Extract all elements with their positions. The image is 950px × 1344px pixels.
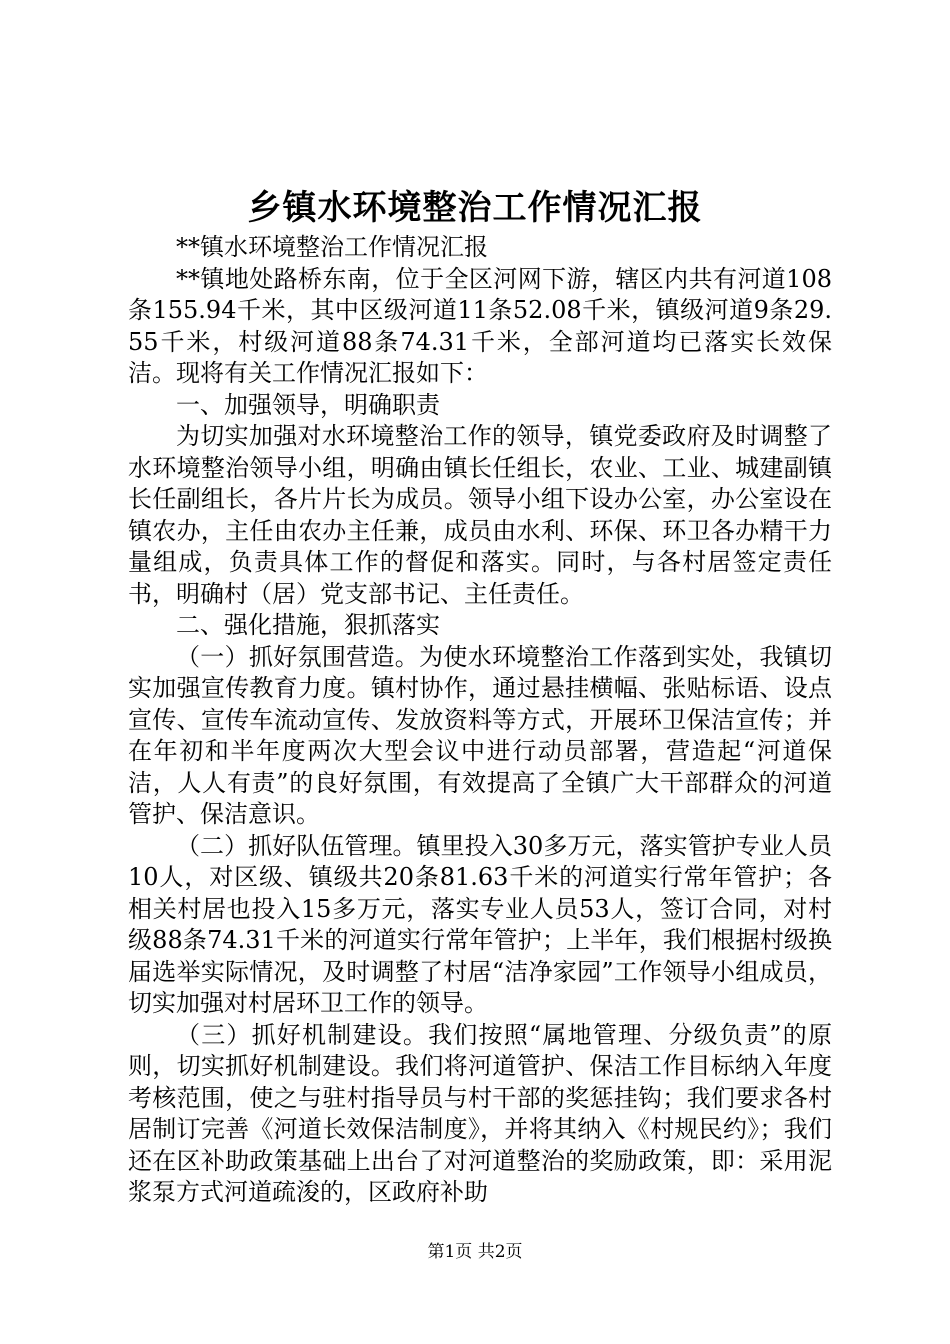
body-paragraph: （三）抓好机制建设。我们按照“属地管理、分级负责”的原则，切实抓好机制建设。我们将河道管护、保洁工作目标纳入年度考核范围，使之与驻村指导员与村干部的奖惩挂钩；我们要求各村居制订完善《河道长效保洁制度》，并将其纳入《村规民约》；我们还在区补助政策基础上出台了对河道整治的奖励政策，即：采用泥浆泵方式河道疏浚的，区政府补助	[128, 1020, 832, 1206]
body-paragraph: （一）抓好氛围营造。为使水环境整治工作落到实处，我镇切实加强宣传教育力度。镇村协作，通过悬挂横幅、张贴标语、设点宣传、宣传车流动宣传、发放资料等方式，开展环卫保洁宣传；并在年初和半年度两次大型会议中进行动员部署，营造起“河道保洁，人人有责”的良好氛围，有效提高了全镇广大干部群众的河道管护、保洁意识。	[128, 642, 832, 828]
document-body	[128, 232, 832, 1209]
page-footer: 第1页 共2页	[427, 1242, 523, 1262]
body-paragraph: 为切实加强对水环境整治工作的领导，镇党委政府及时调整了水环境整治领导小组，明确由镇长任组长，农业、工业、城建副镇长任副组长，各片片长为成员。领导小组下设办公室，办公室设在镇农办，主任由农办主任兼，成员由水利、环保、环卫各办精干力量组成，负责具体工作的督促和落实。同时，与各村居签定责任书，明确村（居）党支部书记、主任责任。	[128, 422, 832, 608]
section-heading: 二、强化措施，狠抓落实	[176, 611, 440, 639]
body-paragraph: **镇水环境整治工作情况汇报	[176, 233, 488, 261]
body-paragraph: **镇地处路桥东南，位于全区河网下游，辖区内共有河道108条155.94千米，其中区级河道11条52.08千米，镇级河道9条29.55千米，村级河道88条74.31千米，全部河道均已落实长效保洁。现将有关工作情况汇报如下：	[128, 264, 832, 387]
document-title: 乡镇水环境整治工作情况汇报	[247, 188, 703, 228]
body-paragraph: （二）抓好队伍管理。镇里投入30多万元，落实管护专业人员10人，对区级、镇级共20条81.63千米的河道实行常年管护；各相关村居也投入15多万元，落实专业人员53人，签订合同，对村级88条74.31千米的河道实行常年管护；上半年，我们根据村级换届选举实际情况，及时调整了村居“洁净家园”工作领导小组成员，切实加强对村居环卫工作的领导。	[128, 831, 832, 1017]
section-heading: 一、加强领导，明确职责	[176, 390, 440, 419]
